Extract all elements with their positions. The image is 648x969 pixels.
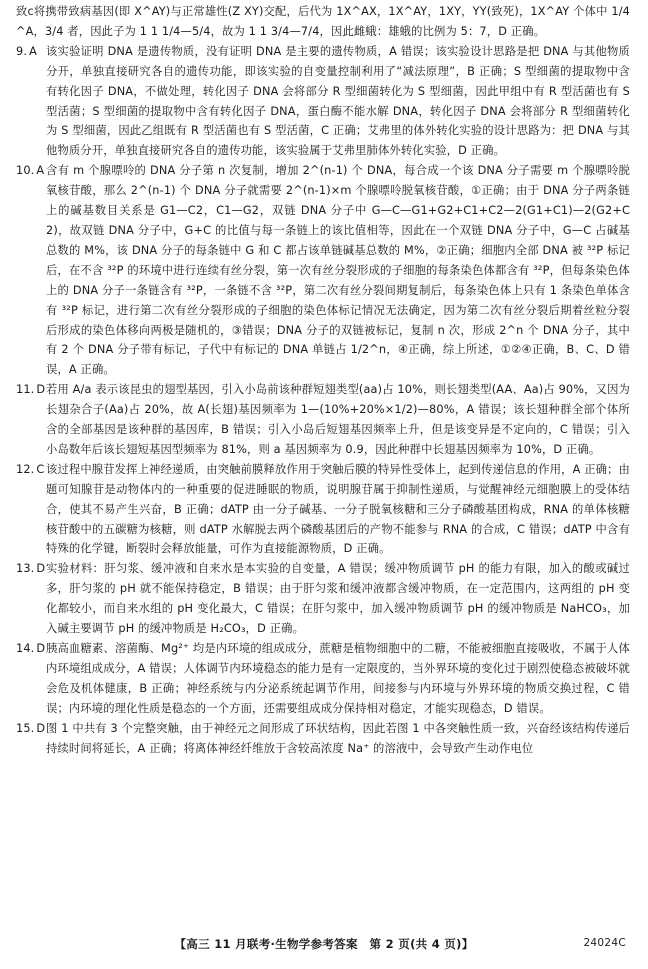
footer-title: 【高三 11 月联考·生物学参考答案 第 2 页(共 4 页)】 — [174, 937, 474, 951]
continued-paragraph: 致c将携带致病基因(即 X^AY)与正常雄性(Z XY)交配，后代为 1X^AX，1X^AY，1XY，YY(致死)，1X^AY 个体中 1/4^A，3/4 者，因此子为 1 1 1/4—5/4，故为 1 1 3/4—7/4，因此雌蛾：雄蛾的比例为 5：7，D 正确。 — [16, 5, 630, 38]
item-number: 13. D — [16, 562, 46, 576]
footer-code: 24024C — [583, 937, 626, 949]
item-explanation: 该过程中腺苷发挥上神经递质，由突触前膜释放作用于突触后膜的特异性受体上，起到传递信息的作用，A 正确；由题可知腺苷是动物体内的一种重要的促进睡眠的物质，说明腺苷属于抑制性递质，与觉醒神经元细胞膜上的受体结合，使其不易产生兴奋，B 正确；dATP 由一分子碱基、一分子脱氧核糖和三分子磷酸基团构成，RNA 的单体核糖核苷酸中的五碳糖为核糖，则 dATP 水解脱去两个磷酸基团后的产物不能参与 RNA 的合成，C 错误；dATP 中含有特殊的化学键，断裂时会释放能量，可作为直接能源物质，D 正确。 — [46, 462, 630, 556]
answer-item-12 — [16, 460, 630, 560]
item-number: 14. D — [16, 642, 46, 655]
item-explanation: 若用 A/a 表示该昆虫的翅型基因，引入小岛前该种群短翅类型(aa)占 10%，则长翅类型(AA、Aa)占 90%，又因为长翅杂合子(Aa)占 20%，故 A(长翅)基因频率为 1—(10%+20%×1/2)—80%，A 错误；该长翅种群全部个体所含的全部基因是该种群的基因库，B 错误；引入小岛后短翅基因频率上升，但是该变异是不定向的，C 错误；引入小岛数年后该长翅短基因型频率为 81%，则 a 基因频率为 0.9，因此种群中长翅基因频率为 10%，D 正确。 — [46, 383, 630, 456]
item-explanation: 该实验证明 DNA 是遗传物质，没有证明 DNA 是主要的遗传物质，A 错误；该实验设计思路是把 DNA 与其他物质分开，单独直接研究各自的遗传功能，即该实验的自变量控制利用了“减法原理”，B 正确；S 型细菌的提取物中含有转化因子 DNA，不做处理，转化因子 DNA 会将部分 R 型细菌转化为 S 型细菌，因此甲组中有 R 型活菌也有 S 型活菌；S 型细菌的提取物中含有转化因子 DNA，蛋白酶不能水解 DNA，转化因子 DNA 会将部分 R 型细菌转化为 S 型细菌，因此乙组既有 R 型活菌也有 S 型活菌，C 正确；艾弗里的体外转化实验的设计思路为：把 DNA 与其他物质分开，单独直接研究各自的遗传功能，该实验属于艾弗里肺体外转化实验，D 正确。 — [46, 44, 630, 158]
item-number: 15. D — [16, 721, 46, 735]
answer-item-9 — [16, 42, 630, 161]
item-number: 11. D — [16, 383, 46, 397]
item-number: 12. C — [16, 462, 45, 476]
item-explanation: 实验材料：肝匀浆、缓冲液和自来水是本实验的自变量，A 错误；缓冲物质调节 pH 的能力有限，加入的酸或碱过多，肝匀浆的 pH 就不能保持稳定，B 错误；由于肝匀浆和缓冲液都含缓冲物质，在一定范围内，这两组的 pH 变化都较小，而自来水组的 pH 变化最大，C 错误；在肝匀浆中，加入缓冲物质调节 pH 的缓冲物质是 NaHCO₃，加入碱主要调节 pH 的缓冲物质是 H₂CO₃，D 正确。 — [46, 562, 630, 636]
item-number: 9. A — [16, 44, 37, 58]
item-number: 10. A — [16, 164, 45, 178]
page-footer — [0, 936, 648, 956]
answer-item-14 — [16, 639, 630, 719]
answer-item-10 — [16, 161, 630, 380]
answer-item-11 — [16, 380, 630, 460]
answer-item-13 — [16, 559, 630, 639]
item-explanation: 胰高血糖素、溶菌酶、Mg²⁺ 均是内环境的组成成分，蔗糖是植物细胞中的二糖，不能被细胞直接吸收，不属于人体内环境组成成分，A 错误；人体调节内环境稳态的能力是有一定限度的，当外界环境的变化过于剧烈使稳态被破坏就会危及机体健康，B 正确；神经系统与内分泌系统起调节作用，间接参与内环境与外界环境的物质交换过程，C 错误；内环境的理化性质是稳态的一个方面，还需要组成成分保持相对稳定，才能实现稳态，D 错误。 — [46, 642, 630, 715]
answer-item-15 — [16, 719, 630, 759]
item-explanation: 图 1 中共有 3 个完整突触，由于神经元之间形成了环状结构，因此若图 1 中各突触性质一致，兴奋经该结构传递后持续时间将延长，A 正确；将离体神经纤维放于含较高浓度 Na⁺ 的溶液中，会导致产生动作电位 — [46, 721, 630, 755]
item-explanation: 含有 m 个腺嘌呤的 DNA 分子第 n 次复制，增加 2^(n-1) 个 DNA，每合成一个该 DNA 分子需要 m 个腺嘌呤脱氧核苷酸，那么 2^(n-1) 个 DNA 分子就需要 2^(n-1)×m 个腺嘌呤脱氧核苷酸，①正确；由于 DNA 分子两条链上的碱基数目关系是 G1—C2，C1—G2，双链 DNA 分子中 G—C—G1+G2+C1+C2—2(G1+C1)—2(G2+C2)，故双链 DNA 分子中，G+C 的比值与每一条链上的该比值相等，因此在一个双链 DNA 分子中，G—C 占碱基总数的 M%，该 DNA 分子的每条链中 G 和 C 都占该单链碱基总数的 M%，②正确；细胞内全部 DNA 被 ³²P 标记后，在不含 ³²P 的环境中进行连续有丝分裂，第一次有丝分裂形成的子细胞的每条染色体都含有 ³²P，但每条染色体上的 DNA 分子一条链含有 ³²P，一条链不含 ³²P，第二次有丝分裂间期复制后，每条染色体上只有 1 条染色单体含有 ³²P 标记，进行第二次有丝分裂形成的子细胞的染色体标记情况无法确定，因为第二次有丝分裂后期着丝粒分裂后形成的染色体移向两极是随机的，③错误；DNA 分子的双链被标记，复制 n 次，形成 2^n 个 DNA 分子，其中有 2 个 DNA 分子带有标记，子代中有标记的 DNA 单链占 1/2^n，④正确，综上所述，①②④正确，B、C、D 错误，A 正确。 — [46, 164, 630, 377]
